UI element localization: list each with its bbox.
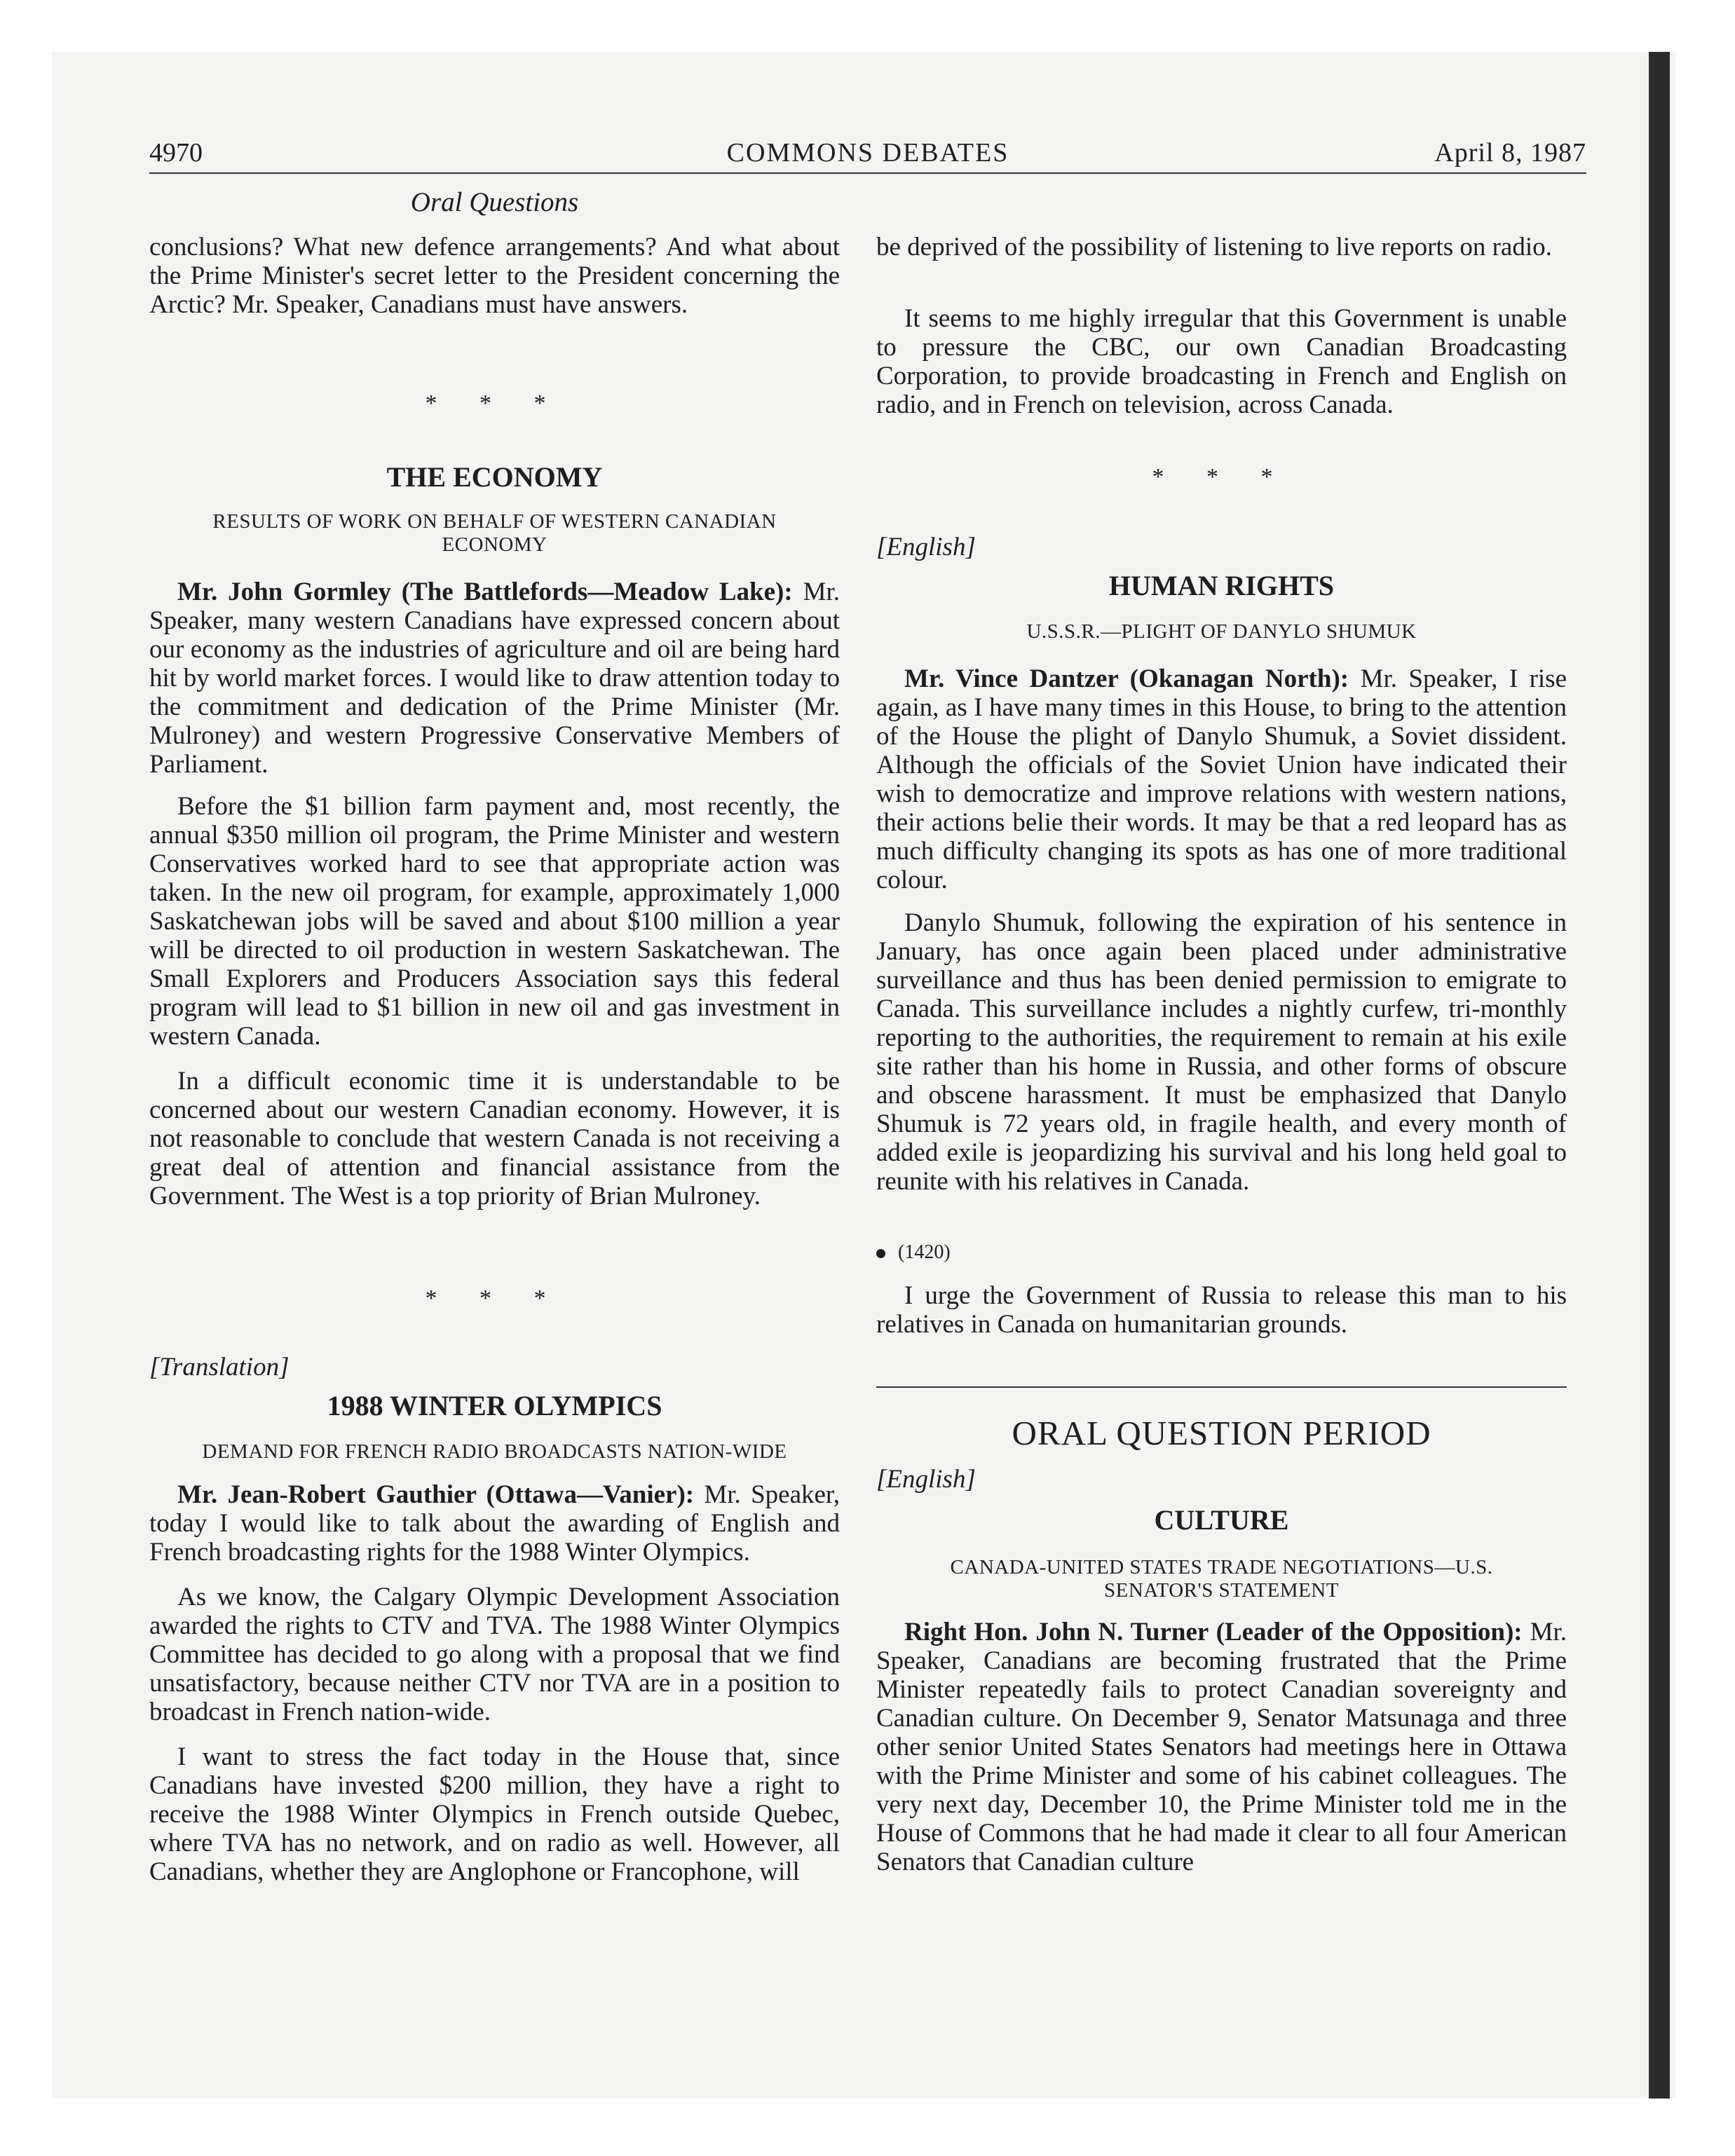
language-tag: [English]	[876, 1465, 976, 1494]
section-heading-economy: THE ECONOMY	[386, 461, 603, 493]
culture-statement: Right Hon. John N. Turner (Leader of the Opposition): Mr. Speaker, Canadians are becoming frustrated that the Prime Minister repeatedly fails to protect Canadian sovereignty and Canadian culture. On December 9, Senator Matsunaga and three other senior United States Senators had meetings here in Ottawa with the Prime Minister and some of his cabinet colleagues. The very next day, December 10, the Prime Minister told me in the House of Commons that he had made it clear to all four American Senators that Canadian culture	[876, 1618, 1567, 1876]
publication-title: COMMONS DEBATES	[726, 138, 1009, 168]
speaker-name: Mr. Jean-Robert Gauthier (Ottawa—Vanier):	[177, 1480, 695, 1509]
section-heading-human-rights: HUMAN RIGHTS	[1108, 570, 1335, 601]
page-number: 4970	[149, 138, 203, 168]
subheading-human-rights: U.S.S.R.—PLIGHT OF DANYLO SHUMUK	[1026, 620, 1417, 643]
running-head: Oral Questions	[410, 187, 579, 217]
economy-paragraph-3: In a difficult economic time it is understandable to be concerned about our western Canadian economy. However, it is not reasonable to conclude that western Canada is not receiving a great deal of attention and financial assistance from the Government. The West is a top priority of Brian Mulroney.	[149, 1067, 840, 1210]
intro-paragraph: conclusions? What new defence arrangements? And what about the Prime Minister's secret letter to the President concerning the Arctic? Mr. Speaker, Canadians must have answers.	[149, 233, 840, 319]
olympics-statement: Mr. Jean-Robert Gauthier (Ottawa—Vanier): Mr. Speaker, today I would like to talk about the awarding of English and French broadcasting rights for the 1988 Winter Olympics.	[149, 1480, 840, 1567]
scan-edge-bar	[1649, 52, 1670, 2099]
speaker-name: Mr. John Gormley (The Battlefords—Meadow Lake):	[177, 578, 793, 606]
olympics-paragraph-3: I want to stress the fact today in the House that, since Canadians have invested $200 million, they have a right to receive the 1988 Winter Olympics in French outside Quebec, where TVA has no network, and on radio as well. However, all Canadians, whether they are Anglophone or Francophone, will	[149, 1742, 840, 1886]
time-marker: (1420)	[876, 1238, 1567, 1267]
economy-paragraph-2: Before the $1 billion farm payment and, most recently, the annual $350 million oil program, the Prime Minister and western Conservatives worked hard to see that appropriate action was taken. In the new oil program, for example, approximately 1,000 Saskatchewan jobs will be saved and about $100 million a year will be directed to oil production in western Saskatchewan. The Small Explorers and Producers Association says this federal program will lead to $1 billion in new oil and gas investment in western Canada.	[149, 792, 840, 1051]
human-rights-paragraph-3: I urge the Government of Russia to release this man to his relatives in Canada on humanitarian grounds.	[876, 1281, 1567, 1339]
economy-statement: Mr. John Gormley (The Battlefords—Meadow Lake): Mr. Speaker, many western Canadians have expressed concern about our economy as the industries of agriculture and oil are being hard hit by world market forces. I would like to draw attention today to the commitment and dedication of the Prime Minister (Mr. Mulroney) and western Progressive Conservative Members of Parliament.	[149, 578, 841, 779]
section-divider-rule	[876, 1386, 1567, 1388]
publication-date: April 8, 1987	[1434, 138, 1586, 168]
section-heading-olympics: 1988 WINTER OLYMPICS	[327, 1390, 662, 1421]
human-rights-statement: Mr. Vince Dantzer (Okanagan North): Mr. Speaker, I rise again, as I have many times in this House, to bring to the attention of the House the plight of Danylo Shumuk, a Soviet dissident. Although the officials of the Soviet Union have indicated their wish to democratize and improve relations with western nations, their actions belie their words. It may be that a red leopard has as much difficulty changing its spots as has one of more traditional colour.	[876, 664, 1567, 894]
section-separator: * * *	[1152, 464, 1291, 490]
language-tag: [Translation]	[149, 1353, 290, 1381]
subheading-economy: RESULTS OF WORK ON BEHALF OF WESTERN CANADIAN ECONOMY	[212, 510, 777, 556]
olympics-paragraph-2: As we know, the Calgary Olympic Development Association awarded the rights to CTV and TVA. The 1988 Winter Olympics Committee has decided to go along with a proposal that we find unsatisfactory, because neither CTV nor TVA are in a position to broadcast in French nation-wide.	[149, 1583, 840, 1726]
speaker-name: Right Hon. John N. Turner (Leader of the Opposition):	[904, 1618, 1523, 1646]
section-heading-culture: CULTURE	[1154, 1504, 1289, 1536]
header-rule	[149, 172, 1586, 174]
speaker-name: Mr. Vince Dantzer (Okanagan North):	[904, 664, 1349, 693]
section-separator: * * *	[425, 1285, 564, 1311]
subheading-culture: CANADA-UNITED STATES TRADE NEGOTIATIONS—U.S. SENATOR'S STATEMENT	[950, 1556, 1493, 1602]
subheading-olympics: DEMAND FOR FRENCH RADIO BROADCASTS NATION-WIDE	[202, 1440, 787, 1463]
olympics-continued-1: be deprived of the possibility of listening to live reports on radio.	[876, 233, 1552, 261]
olympics-continued-2: It seems to me highly irregular that this Government is unable to pressure the CBC, our own Canadian Broadcasting Corporation, to provide broadcasting in French and English on radio, and in French on television, across Canada.	[876, 304, 1567, 419]
oral-question-period-heading: ORAL QUESTION PERIOD	[1012, 1414, 1431, 1452]
section-separator: * * *	[425, 390, 564, 416]
human-rights-paragraph-2: Danylo Shumuk, following the expiration of his sentence in January, has once again been placed under administrative surveillance and thus has been denied permission to emigrate to Canada. This surveillance includes a nightly curfew, tri-monthly reporting to the authorities, the requirement to remain at his exile site rather than his home in Russia, and other forms of obscure and obscene harassment. It must be emphasized that Danylo Shumuk is 72 years old, in fragile health, and every month of added exile is jeopardizing his survival and his long held goal to reunite with his relatives in Canada.	[876, 908, 1567, 1196]
bullet-icon	[876, 1249, 885, 1258]
page-header	[149, 133, 1586, 172]
language-tag: [English]	[876, 533, 976, 561]
